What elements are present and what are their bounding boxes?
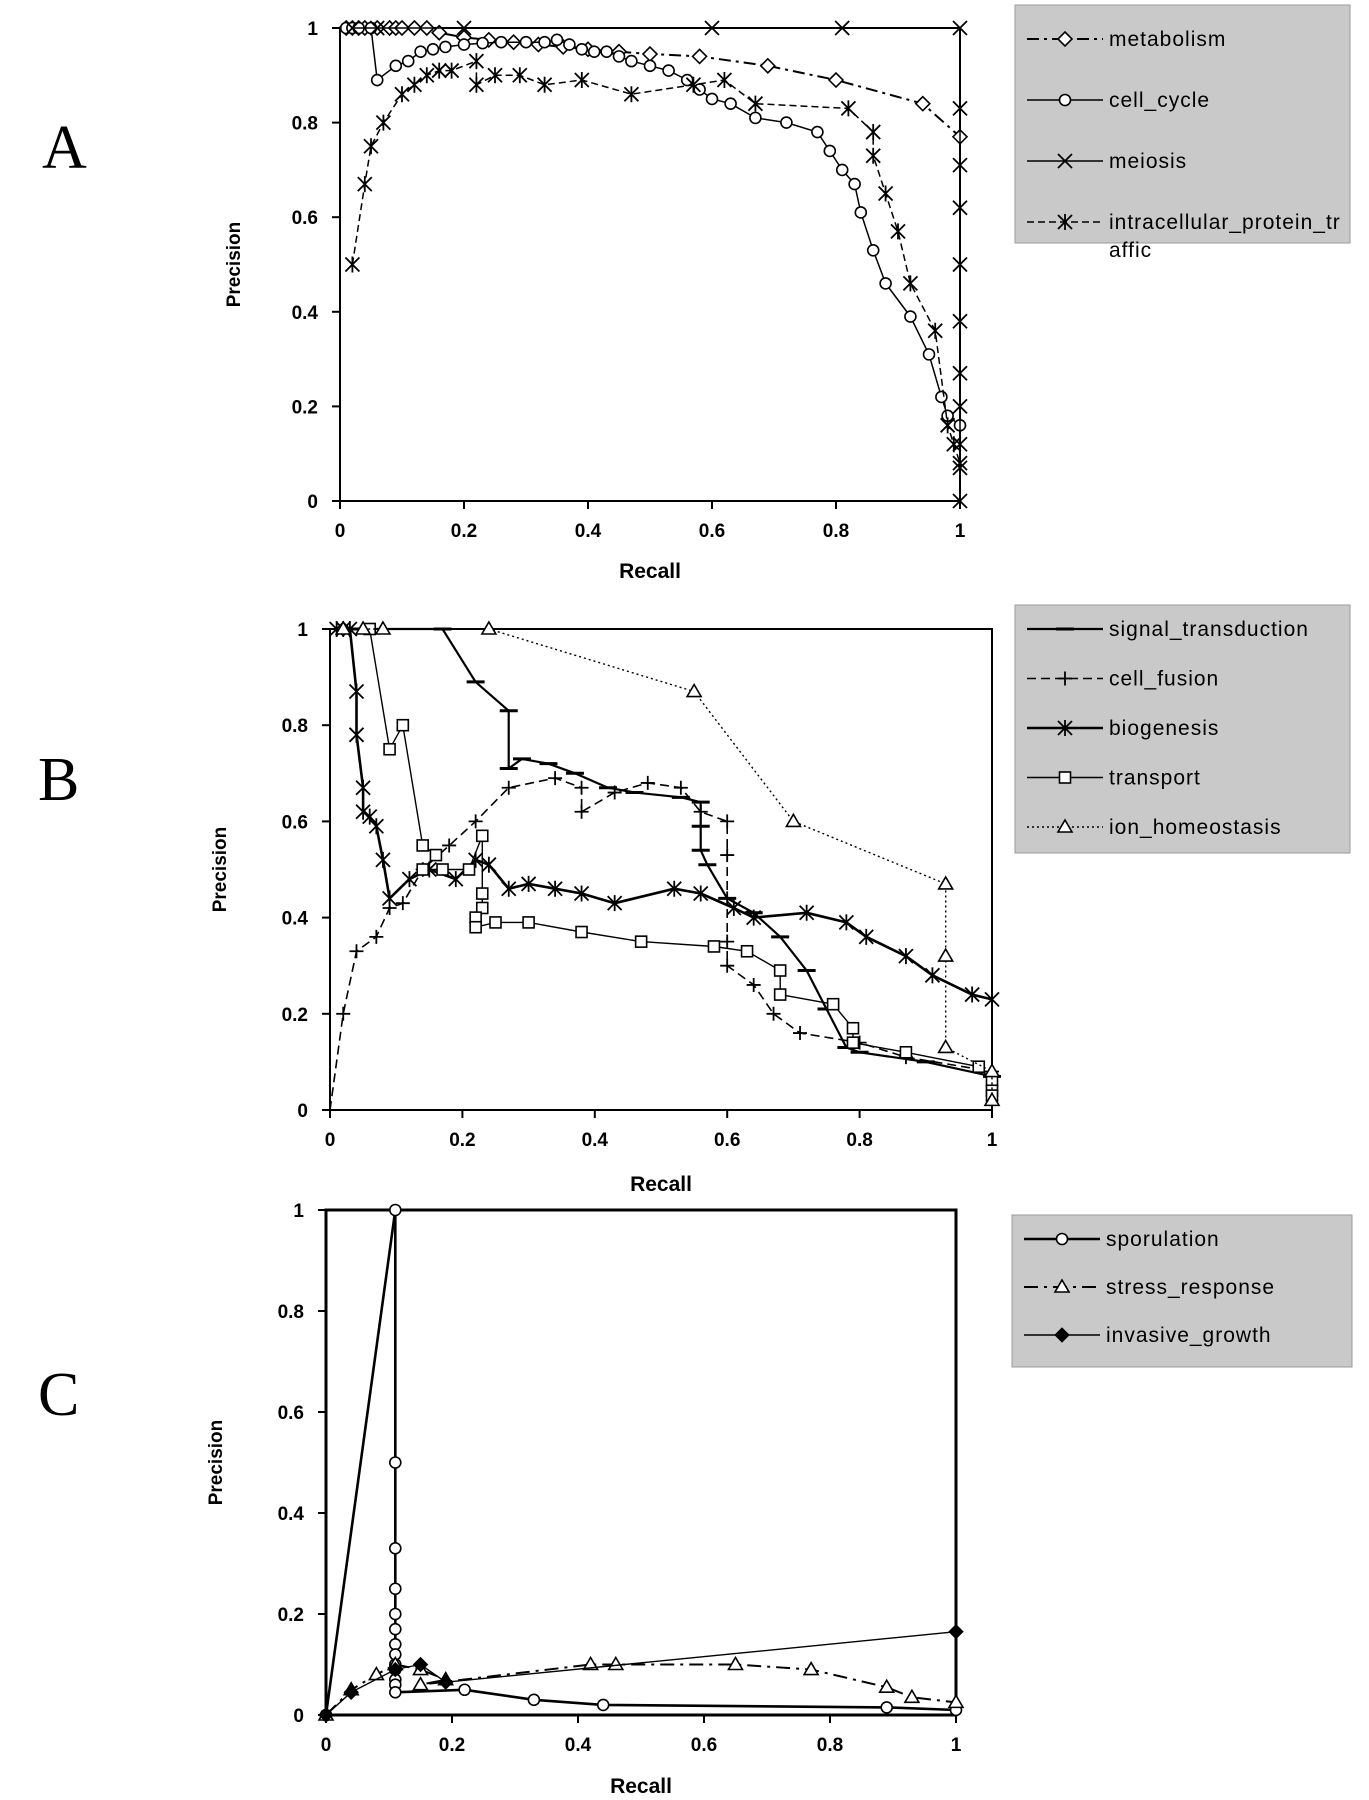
y-axis-title: Precision <box>210 826 231 913</box>
x-tick-label: 0.2 <box>449 1130 476 1151</box>
data-point <box>459 39 470 50</box>
x-tick-label: 0.4 <box>574 521 602 542</box>
legend <box>1015 605 1350 853</box>
data-point <box>437 864 448 875</box>
legend-label: meiosis <box>1109 150 1188 173</box>
data-point <box>847 1023 858 1034</box>
data-point <box>523 917 534 928</box>
legend-marker <box>1060 772 1071 783</box>
data-point <box>477 830 488 841</box>
x-tick-label: 0.4 <box>581 1130 609 1151</box>
x-tick-label: 1 <box>950 1735 962 1756</box>
panel-label: A <box>42 114 87 182</box>
x-tick-label: 0.8 <box>822 521 850 542</box>
data-point <box>708 941 719 952</box>
data-point <box>812 127 823 138</box>
data-point <box>905 311 916 322</box>
data-point <box>576 927 587 938</box>
panel-b <box>38 605 1350 1196</box>
y-tick-label: 0.6 <box>281 812 308 834</box>
legend-label: metabolism <box>1109 28 1227 51</box>
data-point <box>868 245 879 256</box>
data-point <box>707 93 718 104</box>
y-tick-label: 0.6 <box>277 1403 304 1424</box>
data-point <box>521 37 532 48</box>
data-point <box>417 840 428 851</box>
panel-a <box>42 5 1350 583</box>
data-point <box>645 60 656 71</box>
data-point <box>750 112 761 123</box>
data-point <box>781 117 792 128</box>
legend <box>1012 1215 1352 1367</box>
x-tick-label: 1 <box>986 1130 998 1151</box>
data-point <box>598 1699 609 1710</box>
data-point <box>415 46 426 57</box>
data-point <box>477 888 488 899</box>
data-point <box>403 56 414 67</box>
x-tick-label: 0.2 <box>450 521 478 542</box>
x-tick-label: 0.6 <box>713 1130 741 1151</box>
x-axis-title: Recall <box>610 1775 672 1798</box>
data-point <box>428 44 439 55</box>
legend-label: sporulation <box>1106 1228 1220 1251</box>
data-point <box>372 75 383 86</box>
x-tick-label: 0.8 <box>846 1130 873 1151</box>
y-tick-label: 0.8 <box>281 716 308 738</box>
data-point <box>390 1543 401 1554</box>
y-tick-label: 0.4 <box>291 302 318 324</box>
y-tick-label: 0.6 <box>291 208 318 230</box>
panel-c <box>38 1201 1352 1798</box>
data-point <box>614 51 625 62</box>
data-point <box>470 922 481 933</box>
y-tick-label: 0.4 <box>277 1504 304 1525</box>
plot-area <box>326 1210 956 1715</box>
y-tick-label: 0 <box>297 1101 308 1122</box>
data-point <box>477 38 488 49</box>
panel-label: C <box>38 1361 80 1429</box>
legend-label: ion_homeostasis <box>1109 816 1282 839</box>
data-point <box>881 1702 892 1713</box>
y-tick-label: 0.2 <box>277 1605 304 1626</box>
x-axis-title: Recall <box>619 560 681 583</box>
x-tick-label: 0.6 <box>690 1735 718 1756</box>
legend-label: affic <box>1109 239 1153 262</box>
data-point <box>837 164 848 175</box>
legend-label: intracellular_protein_tr <box>1109 211 1341 234</box>
panel-label: B <box>38 746 80 814</box>
data-point <box>397 720 408 731</box>
legend-label: invasive_growth <box>1106 1324 1272 1347</box>
y-tick-label: 0.2 <box>281 1004 308 1026</box>
y-tick-label: 1 <box>297 620 308 641</box>
data-point <box>390 1583 401 1594</box>
x-tick-label: 0 <box>320 1735 332 1756</box>
data-point <box>775 965 786 976</box>
data-point <box>725 98 736 109</box>
data-point <box>464 864 475 875</box>
data-point <box>924 349 935 360</box>
data-point <box>576 44 587 55</box>
legend-label: cell_cycle <box>1109 89 1211 112</box>
x-tick-label: 0 <box>324 1130 336 1151</box>
data-point <box>589 46 600 57</box>
legend-marker <box>1057 1234 1068 1245</box>
data-point <box>880 278 891 289</box>
data-point <box>528 1694 539 1705</box>
plot-area <box>340 28 960 501</box>
x-axis-title: Recall <box>630 1173 692 1196</box>
x-tick-label: 0.8 <box>816 1735 844 1756</box>
data-point <box>390 1687 401 1698</box>
data-point <box>390 60 401 71</box>
y-tick-label: 0.8 <box>291 113 318 135</box>
data-point <box>390 1609 401 1620</box>
data-point <box>636 936 647 947</box>
legend-label: stress_response <box>1106 1276 1276 1299</box>
data-point <box>384 744 395 755</box>
data-point <box>682 75 693 86</box>
data-point <box>849 179 860 190</box>
data-point <box>847 1037 858 1048</box>
legend <box>1015 5 1350 262</box>
y-tick-label: 0 <box>293 1706 304 1727</box>
y-axis-title: Precision <box>224 221 245 308</box>
y-tick-label: 0.2 <box>291 397 318 419</box>
y-tick-label: 1 <box>293 1201 304 1222</box>
data-point <box>390 1624 401 1635</box>
y-tick-label: 0.4 <box>281 908 308 930</box>
legend-marker <box>1060 95 1071 106</box>
legend-label: signal_transduction <box>1109 618 1309 641</box>
x-tick-label: 0.4 <box>564 1735 592 1756</box>
x-tick-label: 0.6 <box>698 521 726 542</box>
data-point <box>694 84 705 95</box>
data-point <box>936 391 947 402</box>
data-point <box>440 41 451 52</box>
data-point <box>539 37 550 48</box>
data-point <box>417 864 428 875</box>
data-point <box>742 946 753 957</box>
legend-label: cell_fusion <box>1109 667 1220 691</box>
legend-label: biogenesis <box>1109 717 1220 740</box>
data-point <box>973 1061 984 1072</box>
data-point <box>824 145 835 156</box>
data-point <box>430 850 441 861</box>
data-point <box>900 1047 911 1058</box>
data-point <box>459 1684 470 1695</box>
data-point <box>855 207 866 218</box>
data-point <box>828 999 839 1010</box>
y-tick-label: 0.8 <box>277 1302 304 1323</box>
x-tick-label: 0.2 <box>438 1735 466 1756</box>
data-point <box>496 37 507 48</box>
data-point <box>626 56 637 67</box>
x-tick-label: 0 <box>334 521 346 542</box>
data-point <box>663 65 674 76</box>
y-axis-title: Precision <box>206 1419 227 1506</box>
data-point <box>564 39 575 50</box>
data-point <box>390 1457 401 1468</box>
y-tick-label: 1 <box>307 19 318 40</box>
legend-label: transport <box>1109 766 1201 790</box>
x-tick-label: 1 <box>954 521 966 542</box>
data-point <box>552 34 563 45</box>
data-point <box>601 46 612 57</box>
data-point <box>490 917 501 928</box>
data-point <box>775 989 786 1000</box>
data-point <box>390 1205 401 1216</box>
y-tick-label: 0 <box>307 492 318 513</box>
